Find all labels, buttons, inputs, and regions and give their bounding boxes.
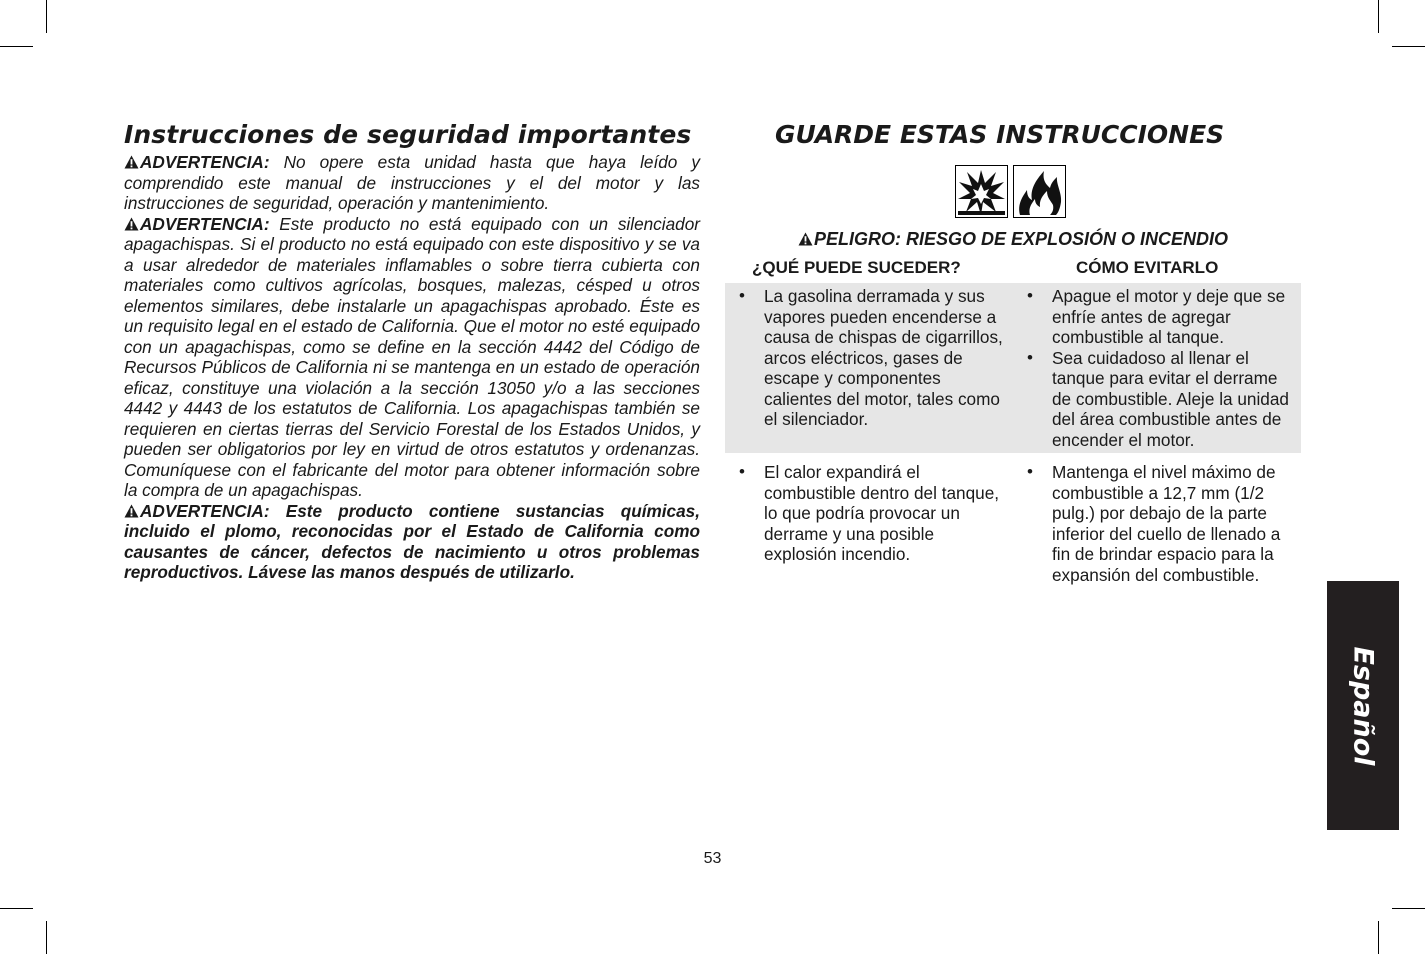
warning-label: ADVERTENCIA: — [140, 213, 270, 234]
warning-chemicals — [124, 501, 700, 583]
table-row — [725, 283, 1301, 453]
crop-mark — [46, 921, 47, 954]
warning-spark-arrestor — [124, 214, 700, 501]
language-side-tab — [1327, 581, 1399, 830]
table-row — [725, 453, 1301, 585]
save-instructions-title: GUARDE ESTAS INSTRUCCIONES — [775, 120, 1225, 149]
crop-mark — [1392, 46, 1425, 47]
list-item: • Mantenga el nivel máximo de combustible a 12,7 mm (1/2 pulg.) por debajo de la parte inferior del cuello de llenado a fin de brindar espacio para la expansión del combustible. — [1027, 462, 1295, 585]
crop-mark — [0, 908, 33, 909]
safety-instructions-column — [124, 120, 700, 583]
crop-mark — [1378, 0, 1379, 33]
danger-title — [725, 229, 1301, 250]
language-label: Español — [1347, 645, 1379, 766]
safety-heading: Instrucciones de seguridad importantes — [124, 120, 692, 149]
explosion-icon — [955, 165, 1008, 218]
how-cell — [1013, 286, 1301, 450]
crop-mark — [46, 0, 47, 33]
how-cell — [1013, 462, 1301, 585]
what-cell — [725, 286, 1013, 450]
warning-triangle-icon — [124, 217, 139, 231]
danger-title-text: PELIGRO: RIESGO DE EXPLOSIÓN O INCENDIO — [813, 229, 1229, 249]
list-item: • Apague el motor y deje que se enfríe antes de agregar combustible al tanque. — [1027, 286, 1295, 348]
list-item: • Sea cuidadoso al llenar el tanque para evitar el derrame de combustible. Aleje la unidad del área combustible antes de encender el motor. — [1027, 348, 1295, 451]
warning-label: ADVERTENCIA: — [140, 500, 270, 521]
list-item: • La gasolina derramada y sus vapores pueden encenderse a causa de chispas de cigarrillos, arcos eléctricos, gases de escape y componentes calientes del motor, tales como el silenciador. — [739, 286, 1007, 430]
crop-mark — [1392, 908, 1425, 909]
list-item: • El calor expandirá el combustible dentro del tanque, lo que podría provocar un derrame y una posible explosión incendio. — [739, 462, 1007, 565]
warning-triangle-icon — [124, 504, 139, 518]
warning-manual — [124, 152, 700, 214]
col-how-header: CÓMO EVITARLO — [1076, 258, 1219, 277]
warning-triangle-icon — [124, 155, 139, 169]
hazard-table — [725, 283, 1301, 585]
warning-label: ADVERTENCIA: — [140, 152, 270, 172]
warning-triangle-icon — [798, 232, 813, 246]
crop-mark — [0, 46, 33, 47]
fire-icon — [1013, 165, 1066, 218]
table-header — [725, 258, 1301, 280]
what-cell — [725, 462, 1013, 585]
warning-text: No opere esta unidad hasta que haya leído y comprendido este manual de instrucciones y el del motor y las instrucciones de seguridad, operación y mantenimiento. — [124, 152, 700, 213]
warning-text: Este producto no está equipado con un silenciador apagachispas. Si el producto no está equipado con este dispositivo y se va a usar alrededor de materiales inflamables o sobre tierra cubierta con materiales como cultivos agrícolas, bosques, malezas, césped u otros elementos similares, debe instalarle un apagachispas aprobado. Éste es un requisito legal en el estado de California. Que el motor no esté equipado con un apagachispas, como se define en la sección 4442 del Código de Recursos Públicos de California ni se mantenga en un estado de operación eficaz, constituye una violación a la sección 13050 y/o a las secciones 4442 y 4443 de los estatutos de California. Los apagachispas también se requieren en ciertas tierras del Servicio Forestal de los Estados Unidos, y pueden ser obligatorios por ley en virtud de otros estatutos y ordenanzas. Comuníquese con el fabricante del motor para obtener información sobre la compra de un apagachispas. — [124, 213, 700, 500]
col-what-header: ¿QUÉ PUEDE SUCEDER? — [752, 258, 961, 277]
page-number: 53 — [703, 850, 722, 867]
hazard-symbols — [955, 165, 1066, 218]
warning-text: Este producto contiene sustancias químicas, incluido el plomo, reconocidas por el Estado de California como causantes de cáncer, defectos de nacimiento u otros problemas reproductivos. Lávese las manos después de utilizarlo. — [124, 500, 700, 582]
crop-mark — [1378, 921, 1379, 954]
